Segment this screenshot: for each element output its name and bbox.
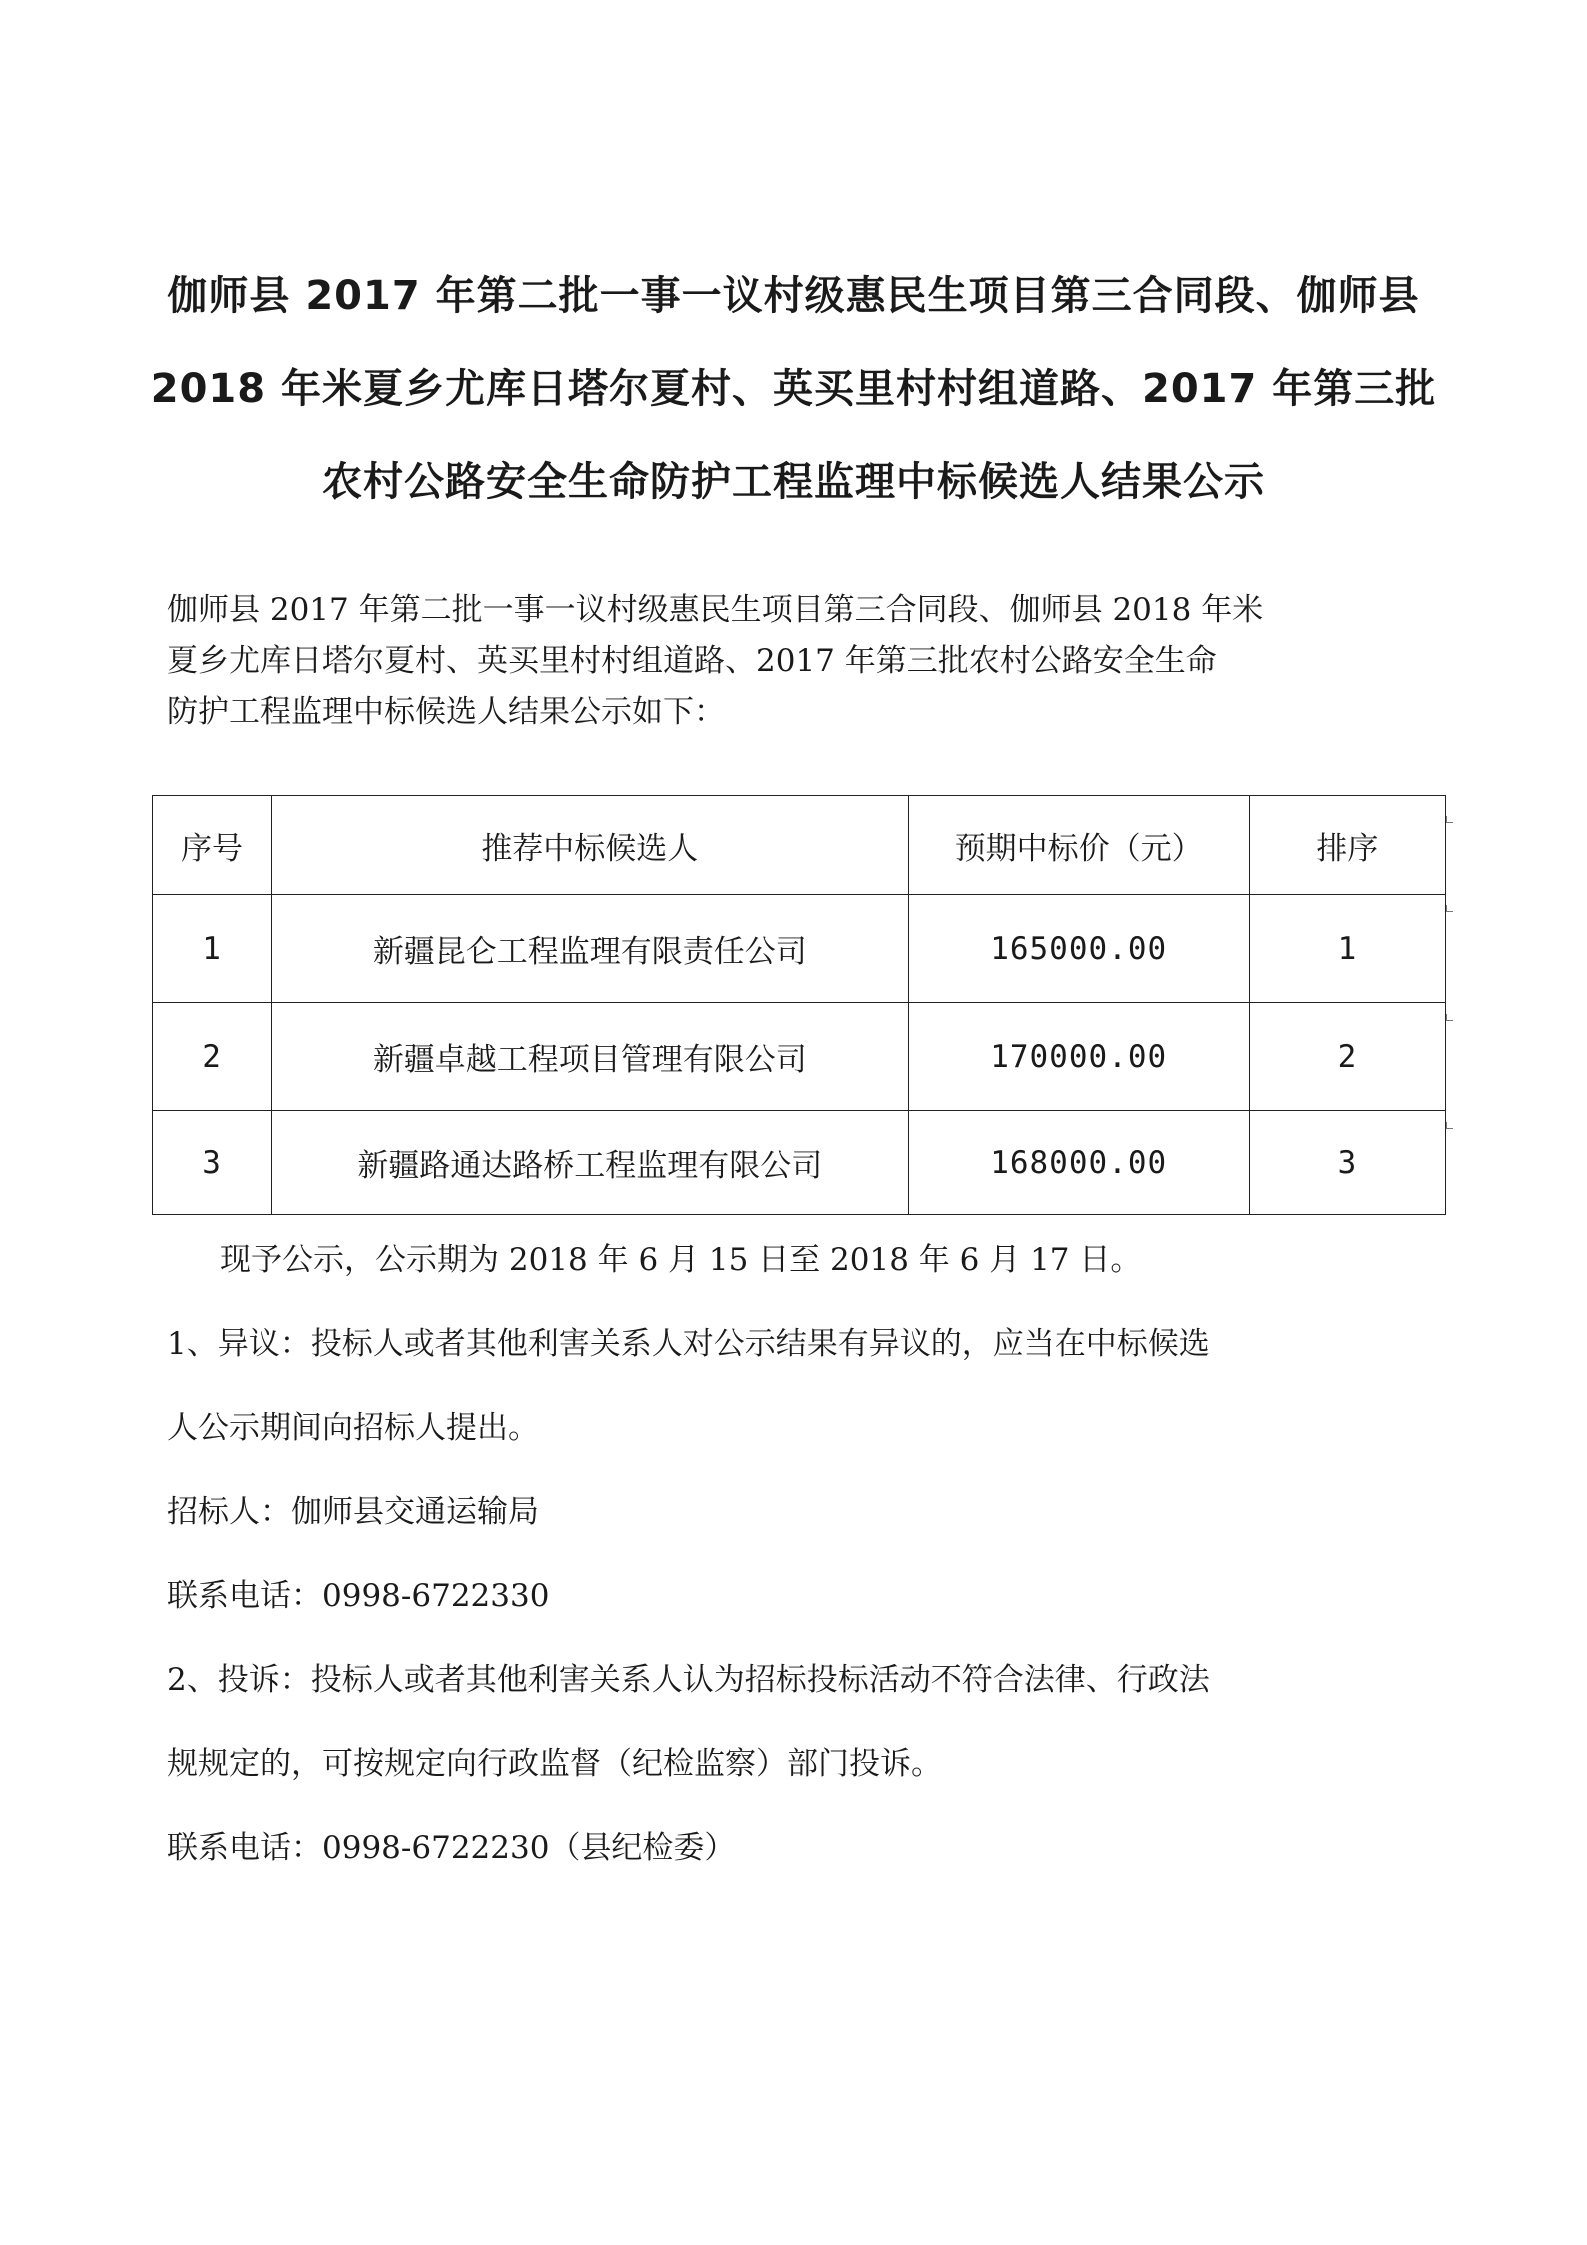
- cell-end-mark: [1446, 1122, 1453, 1129]
- notice-period: 现予公示，公示期为 2018 年 6 月 15 日至 2018 年 6 月 17 日。: [220, 1242, 1142, 1278]
- title-line-3: 农村公路安全生命防护工程监理中标候选人结果公示: [322, 459, 1265, 505]
- tenderer: 招标人：伽师县交通运输局: [167, 1494, 539, 1530]
- intro-paragraph: [167, 585, 1437, 738]
- cell-end-mark: [1446, 905, 1453, 912]
- header-price: 预期中标价（元）: [908, 796, 1249, 895]
- row-price: 168000.00: [908, 1111, 1249, 1215]
- row-rank: 1: [1249, 895, 1445, 1003]
- intro-line-1: 伽师县 2017 年第二批一事一议村级惠民生项目第三合同段、伽师县 2018 年米: [167, 592, 1264, 628]
- row-rank: 3: [1249, 1111, 1445, 1215]
- row-price: 165000.00: [908, 895, 1249, 1003]
- row-candidate: 新疆昆仑工程监理有限责任公司: [272, 895, 908, 1003]
- header-rank: 排序: [1249, 796, 1445, 895]
- title-line-1: 伽师县 2017 年第二批一事一议村级惠民生项目第三合同段、伽师县: [167, 273, 1420, 319]
- row-rank: 2: [1249, 1003, 1445, 1111]
- cell-end-mark: [1446, 816, 1453, 823]
- row-price: 170000.00: [908, 1003, 1249, 1111]
- contact-phone-1: 联系电话：0998-6722330: [167, 1578, 550, 1614]
- row-seq: 3: [153, 1111, 272, 1215]
- title-line-2: 2018 年米夏乡尤库日塔尔夏村、英买里村村组道路、2017 年第三批: [150, 366, 1437, 412]
- table-header-row: [153, 796, 1446, 895]
- complaint-line-1: 2、投诉：投标人或者其他利害关系人认为招标投标活动不符合法律、行政法: [167, 1662, 1210, 1698]
- complaint-line-2: 规规定的，可按规定向行政监督（纪检监察）部门投诉。: [167, 1746, 942, 1782]
- table-row: [153, 1111, 1446, 1215]
- intro-line-2: 夏乡尤库日塔尔夏村、英买里村村组道路、2017 年第三批农村公路安全生命: [167, 643, 1217, 679]
- row-candidate: 新疆卓越工程项目管理有限公司: [272, 1003, 908, 1111]
- objection-line-2: 人公示期间向招标人提出。: [167, 1410, 539, 1446]
- row-seq: 2: [153, 1003, 272, 1111]
- candidates-table: [152, 795, 1446, 1215]
- page-title: [150, 250, 1437, 529]
- intro-line-3: 防护工程监理中标候选人结果公示如下：: [167, 694, 725, 730]
- row-candidate: 新疆路通达路桥工程监理有限公司: [272, 1111, 908, 1215]
- table-row: [153, 1003, 1446, 1111]
- header-seq: 序号: [153, 796, 272, 895]
- objection-line-1: 1、异议：投标人或者其他利害关系人对公示结果有异议的，应当在中标候选: [167, 1326, 1210, 1362]
- contact-phone-2: 联系电话：0998-6722230（县纪检委）: [167, 1830, 736, 1866]
- header-candidate: 推荐中标候选人: [272, 796, 908, 895]
- row-seq: 1: [153, 895, 272, 1003]
- cell-end-mark: [1446, 1014, 1453, 1021]
- table-row: [153, 895, 1446, 1003]
